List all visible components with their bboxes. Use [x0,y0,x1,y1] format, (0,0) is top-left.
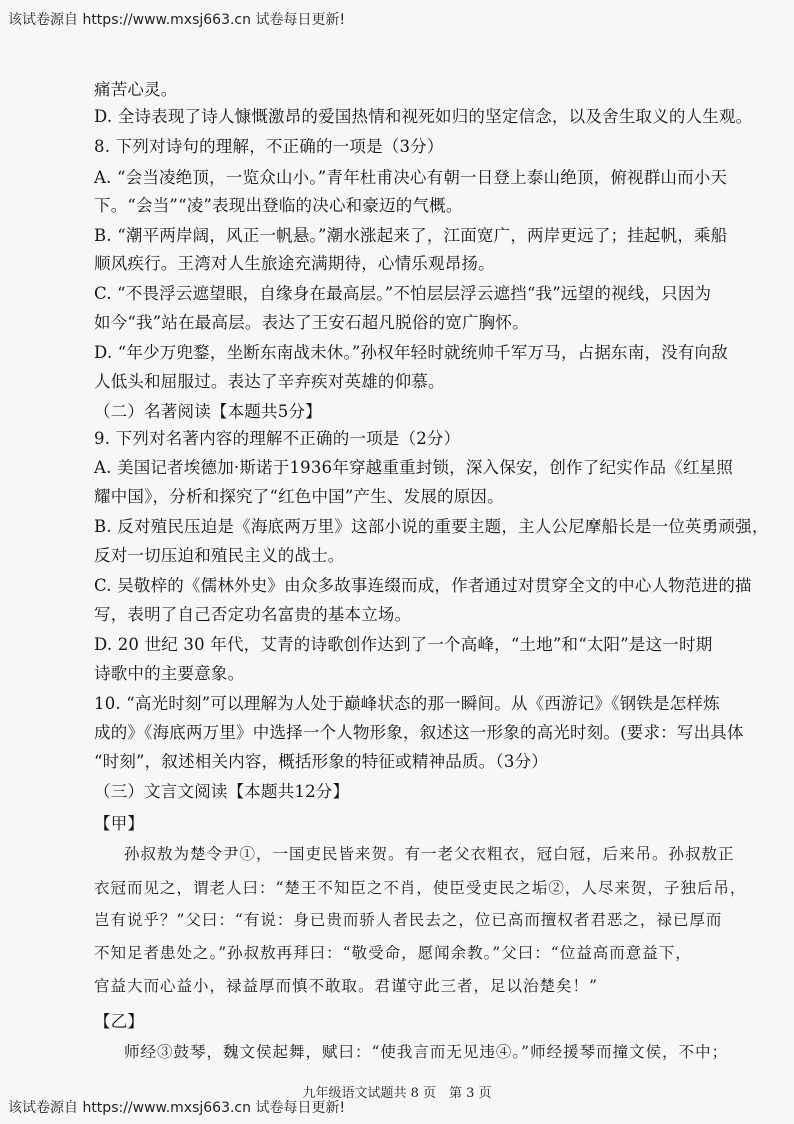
classical-line: 不知足者患处之。”孙叔敖再拜曰：“敬受命，愿闻余教。”父曰：“位益高而意益下， [94,944,692,962]
text-line: B. 反对殖民压迫是《海底两万里》这部小说的重要主题，主人公尼摩船长是一位英勇顽强， [94,517,769,536]
classical-line: 师经③鼓琴，魏文侯起舞，赋曰：“使我言而无见违④。”师经援琴而撞文侯，不中； [124,1043,729,1061]
text-line: D. 20 世纪 30 年代，艾青的诗歌创作达到了一个高峰，“土地”和“太阳”是这一时期 [94,635,713,654]
text-line: 写，表明了自己否定功名富贵的基本立场。 [94,605,412,624]
text-line: 反对一切压迫和殖民主义的战士。 [94,546,345,565]
watermark-top: 该试卷源自 https://www.mxsj663.cn 试卷每日更新! [8,12,346,28]
classical-line: 衣冠而见之，谓老人曰：“楚王不知臣之不肖，使臣受吏民之垢②，人尽来贺，子独后吊， [94,879,747,897]
text-line: 诗歌中的主要意象。 [94,664,245,683]
text-line: “时刻”，叙述相关内容，概括形象的特征或精神品质。（3分） [94,752,548,771]
text-line: A. “会当凌绝顶，一览众山小。”青年杜甫决心有朝一日登上泰山绝顶，俯视群山而小天 [94,168,728,187]
text-line: C. 吴敬梓的《儒林外史》由众多故事连缀而成，作者通过对贯穿全文的中心人物范进的描 [94,576,752,595]
text-line: 下。“会当”“凌”表现出登临的决心和豪迈的气概。 [94,196,463,215]
text-line: 耀中国》，分析和探究了“红色中国”产生、发展的原因。 [94,487,504,506]
question-10: 10. “高光时刻”可以理解为人处于巅峰状态的那一瞬间。从《西游记》《钢铁是怎样炼 [94,694,720,713]
passage-label-jia: 【甲】 [94,814,145,833]
text-line: D. 全诗表现了诗人慷慨激昂的爱国热情和视死如归的坚定信念，以及舍生取义的人生观。 [94,107,753,126]
text-line: 人低头和屈服过。表达了辛弃疾对英雄的仰慕。 [94,372,445,391]
text-line: 成的》《海底两万里》中选择一个人物形象，叙述这一形象的高光时刻。(要求：写出具体 [94,723,744,742]
section-heading: （三）文言文阅读【本题共12分】 [94,782,350,801]
watermark-bottom: 该试卷源自 https://www.mxsj663.cn 试卷每日更新! [8,1100,346,1116]
text-line: D. “年少万兜鍪，坐断东南战未休。”孙权年轻时就统帅千军万马，占据东南，没有向敌 [94,343,728,362]
classical-line: 岂有说乎？”父曰：“有说：身已贵而骄人者民去之，位已高而擅权者君恶之，禄已厚而 [94,911,723,929]
page-footer: 九年级语文试题共 8 页 第 3 页 [302,1086,492,1101]
text-line: 顺风疾行。王湾对人生旅途充满期待，心情乐观昂扬。 [94,254,495,273]
text-line: C. “不畏浮云遮望眼，自缘身在最高层。”不怕层层浮云遮挡“我”远望的视线，只因为 [94,284,712,303]
question-9: 9. 下列对名著内容的理解不正确的一项是（2分） [94,429,461,448]
text-line: 8. 下列对诗句的理解，不正确的一项是（3分） [94,137,444,156]
text-line: 痛苦心灵。 [94,80,178,99]
classical-line: 孙叔敖为楚令尹①，一国吏民皆来贺。有一老父衣粗衣，冠白冠，后来吊。孙叔敖正 [124,845,735,863]
section-heading: （二）名著阅读【本题共5分】 [94,402,322,421]
text-line: 如今“我”站在最高层。表达了王安石超凡脱俗的宽广胸怀。 [94,313,529,332]
text-line: B. “潮平两岸阔，风正一帆悬。”潮水涨起来了，江面宽广，两岸更远了；挂起帆，乘船 [94,226,728,245]
text-line: A. 美国记者埃德加·斯诺于1936年穿越重重封锁，深入保安，创作了纪实作品《红星照 [94,458,734,477]
passage-label-yi: 【乙】 [94,1012,145,1031]
classical-line: 官益大而心益小，禄益厚而慎不敢取。君谨守此三者，足以治楚矣！” [94,977,598,995]
